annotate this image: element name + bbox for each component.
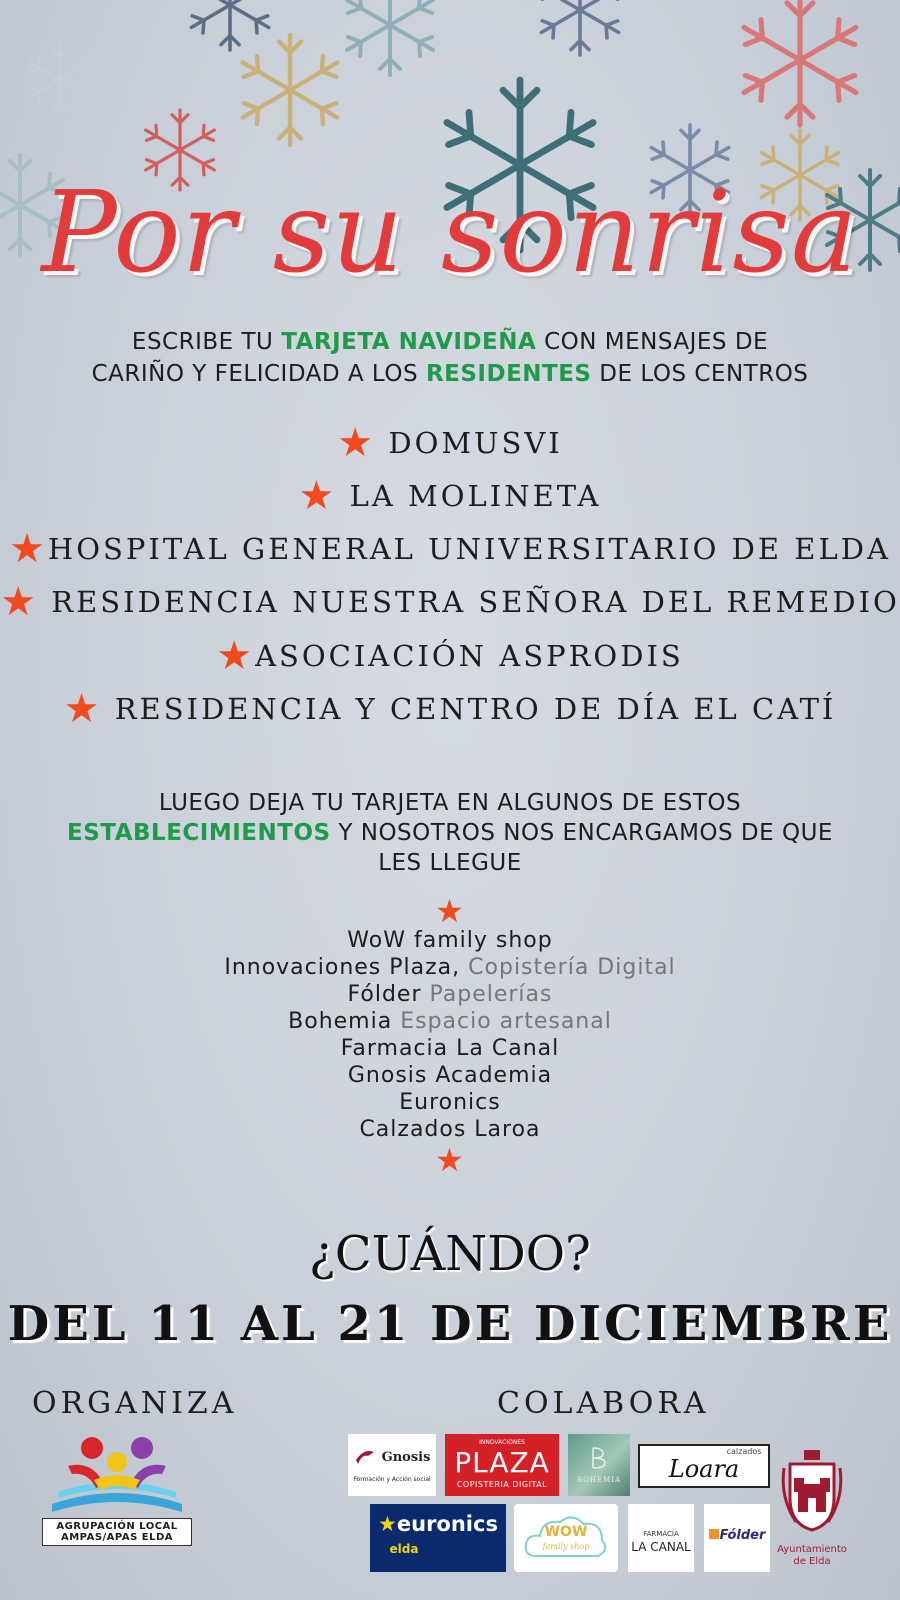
delivery-text-part: Y NOSOTROS NOS ENCARGAMOS DE QUE (330, 820, 833, 846)
star-icon: ★ (337, 420, 377, 466)
star-icon: ★ (63, 686, 103, 732)
center-item (0, 686, 900, 732)
plaza-logo-sub: COPISTERIA DIGITAL (456, 1480, 548, 1489)
center-item (0, 579, 900, 625)
shop-item (0, 1008, 900, 1035)
delivery-text-part: LUEGO DEJA TU TARJETA EN ALGUNOS DE ESTOS (158, 790, 742, 816)
shop-extra: Papelerías (429, 982, 553, 1007)
folder-square-icon (709, 1529, 719, 1539)
plaza-logo-name: PLAZA (454, 1446, 550, 1479)
folder-logo-name (704, 1528, 770, 1543)
euronics-logo-name (370, 1512, 506, 1536)
gnosis-logo-name: Gnosis (381, 1450, 431, 1465)
euronics-logo-sub: elda (389, 1542, 419, 1556)
star-icon: ★ (0, 579, 40, 625)
loara-logo (638, 1444, 770, 1488)
shop-item (0, 1089, 900, 1116)
lacanal-logo-top: FARMACIA (643, 1530, 679, 1538)
star-icon: ★ (9, 526, 48, 572)
euronics-logo (370, 1504, 506, 1572)
euronics-star-icon: ★ (378, 1512, 397, 1536)
star-icon: ★ (216, 633, 256, 679)
ampas-logo-line: AGRUPACIÓN LOCAL (56, 1521, 178, 1532)
shop-extra: Espacio artesanal (400, 1009, 612, 1034)
intro-text (20, 326, 880, 390)
ayuntamiento-line: de Elda (793, 1556, 831, 1567)
wow-logo-sub: family shop (542, 1542, 590, 1551)
star-icon: ★ (435, 892, 465, 930)
main-title: Por su sonrisa (41, 168, 859, 298)
center-name: RESIDENCIA NUESTRA SEÑORA DEL REMEDIO (51, 585, 900, 619)
center-name: RESIDENCIA Y CENTRO DE DÍA EL CATÍ (114, 692, 837, 726)
shop-name: Innovaciones Plaza, (224, 955, 469, 980)
shop-name: Fólder (347, 982, 430, 1007)
when-heading: ¿CUÁNDO? (309, 1226, 591, 1282)
shop-item (0, 1116, 900, 1143)
intro-text-part: ESCRIBE TU (131, 329, 282, 355)
shop-name: Bohemia (288, 1009, 401, 1034)
delivery-highlight: ESTABLECIMIENTOS (67, 820, 331, 846)
ampas-logo-line: AMPAS/APAS ELDA (60, 1532, 173, 1543)
intro-highlight-residents: RESIDENTES (425, 361, 592, 387)
shops-list (0, 892, 900, 1179)
bohemia-monogram-icon (589, 1446, 609, 1470)
shop-name: Farmacia La Canal (340, 1036, 560, 1061)
ayuntamiento-logo (772, 1448, 852, 1572)
shop-item (0, 954, 900, 981)
intro-text-part: CON MENSAJES DE (536, 329, 769, 355)
intro-text-part: CARIÑO Y FELICIDAD A LOS (91, 361, 426, 387)
plaza-logo (445, 1434, 559, 1496)
dates-text: DEL 11 AL 21 DE DICIEMBRE (7, 1296, 893, 1352)
center-name: DOMUSVI (388, 426, 563, 460)
families-icon (38, 1432, 196, 1516)
wow-logo-name: WOW (544, 1524, 588, 1540)
organiza-heading: ORGANIZA (32, 1386, 238, 1421)
coat-of-arms-icon (780, 1448, 844, 1532)
shop-item (0, 927, 900, 954)
center-item (0, 420, 900, 466)
loara-logo-top: calzados (726, 1447, 762, 1456)
bohemia-logo-name: BOHEMIA (576, 1476, 622, 1484)
lacanal-logo-name: LA CANAL (631, 1540, 691, 1554)
star-icon: ★ (435, 1141, 465, 1179)
lacanal-logo (628, 1504, 694, 1572)
wow-logo (514, 1504, 618, 1572)
shop-name: Euronics (399, 1090, 501, 1115)
shop-item (0, 1062, 900, 1089)
center-item (0, 526, 900, 572)
loara-logo-name: Loara (668, 1455, 740, 1483)
shop-extra: Copistería Digital (468, 955, 676, 980)
center-name: LA MOLINETA (349, 479, 602, 513)
center-name: HOSPITAL GENERAL UNIVERSITARIO DE ELDA (47, 532, 891, 566)
euronics-logo-text: euronics (396, 1512, 498, 1536)
shop-item (0, 1035, 900, 1062)
center-name: ASOCIACIÓN ASPRODIS (255, 639, 684, 673)
delivery-text (20, 788, 880, 878)
shop-name: Calzados Laroa (359, 1117, 541, 1142)
shop-name: Gnosis Academia (347, 1063, 553, 1088)
gnosis-logo-sub: Formación y Acción social (353, 1476, 431, 1483)
shop-item (0, 981, 900, 1008)
gnosis-logo (348, 1434, 436, 1496)
delivery-text-part: LES LLEGUE (378, 850, 522, 876)
ayuntamiento-line: Ayuntamiento (777, 1544, 847, 1555)
ampas-logo-label (42, 1518, 192, 1546)
ampas-logo (38, 1432, 196, 1548)
center-item (0, 633, 900, 679)
intro-highlight-card: TARJETA NAVIDEÑA (281, 329, 537, 355)
folder-logo-text: Fólder (719, 1528, 766, 1543)
colabora-heading: COLABORA (497, 1386, 710, 1421)
center-item (0, 473, 900, 519)
intro-text-part: DE LOS CENTROS (591, 361, 809, 387)
plaza-logo-top: INNOVACIONES (479, 1439, 525, 1446)
bohemia-logo (568, 1434, 630, 1496)
folder-logo (704, 1504, 770, 1572)
star-icon: ★ (298, 473, 338, 519)
shop-name: WoW family shop (347, 928, 553, 953)
